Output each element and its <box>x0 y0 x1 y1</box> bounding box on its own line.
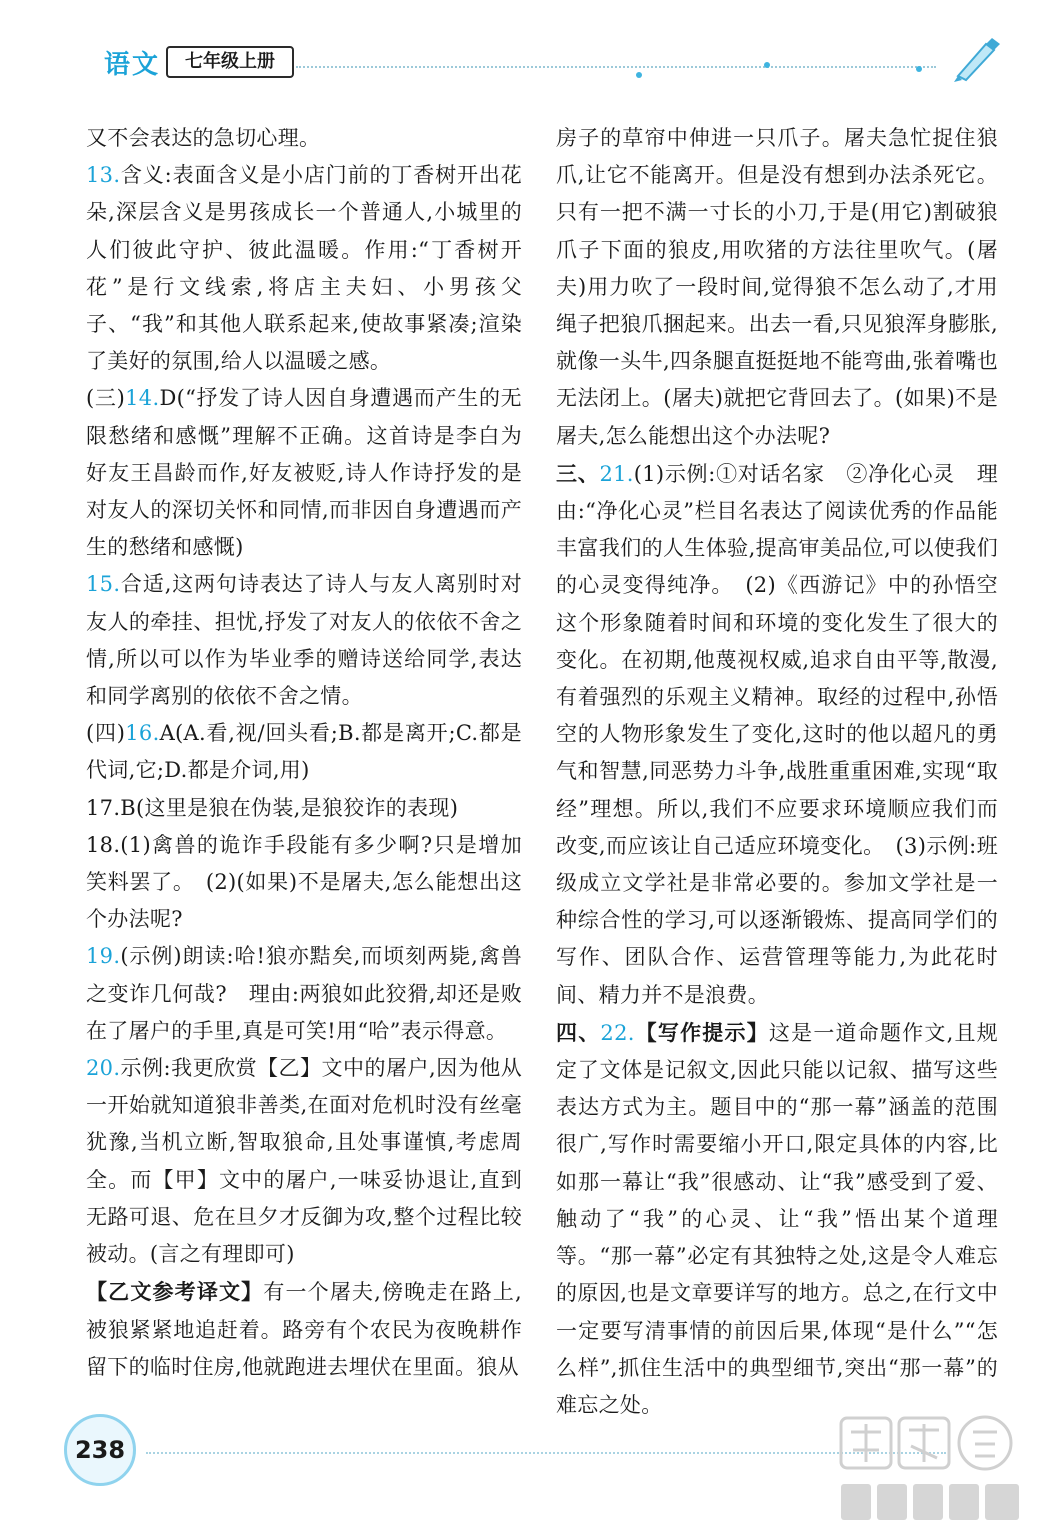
question-number: 14. <box>125 386 160 411</box>
answer-paragraph <box>86 380 522 566</box>
question-number: 19. <box>86 944 121 969</box>
page-footer <box>0 1400 1037 1536</box>
answer-text: (1)示例:①对话名家 ②净化心灵 理由:“净化心灵”栏目名表达了阅读优秀的作品能丰富我们的人生体验,提高审美品位,可以使我们的心灵变得纯净。 (2)《西游记》中的孙悟空这个形象随着时间和环境的变化发生了很大的变化。在初期,他蔑视权威,追求自由平等,散漫,有着强烈的乐观主义精神。取经的过程中,孙悟空的人物形象发生了变化,这时的他以超凡的勇气和智慧,同恶势力斗争,战胜重重困难,实现“取经”理想。所以,我们不应要求环境顺应我们而改变,而应该让自己适应环境变化。 (3)示例:班级成立文学社是非常必要的。参加文学社是一种综合性的学习,可以逐渐锻炼、提高同学们的写作、团队合作、运营管理等能力,为此花时间、精力并不是浪费。 <box>556 461 998 1007</box>
question-number: 13. <box>86 163 121 188</box>
page-number: 238 <box>64 1414 136 1486</box>
answer-text: (四) <box>86 721 126 746</box>
answer-paragraph <box>86 566 522 715</box>
page-header <box>0 0 1037 110</box>
header-dot <box>764 62 770 68</box>
answer-paragraph <box>556 455 998 1014</box>
grade-label: 七年级上册 <box>166 46 294 78</box>
answer-text: D(“抒发了诗人因自身遭遇而产生的无限愁绪和感慨”理解不正确。这首诗是李白为好友王昌龄而作,好友被贬,诗人作诗抒发的是对友人的深切关怀和同情,而非因自身遭遇而产生的愁绪和感慨) <box>86 386 522 560</box>
answer-text: (示例)朗读:哈!狼亦黠矣,而顷刻两毙,禽兽之变诈几何哉? 理由:两狼如此狡猾,却还是败在了屠户的手里,真是可笑!用“哈”表示得意。 <box>86 944 522 1043</box>
section-tag: 三、 <box>556 460 600 486</box>
section-tag: 【乙文参考译文】 <box>86 1279 264 1305</box>
answer-text: 17.B(这里是狼在伪装,是狼狡诈的表现) <box>86 795 459 820</box>
answer-paragraph <box>86 120 522 157</box>
answer-paragraph <box>86 1273 522 1386</box>
footer-divider <box>146 1452 946 1454</box>
answer-paragraph <box>86 938 522 1050</box>
section-tag: 四、 <box>556 1019 601 1045</box>
answer-text: 含义:表面含义是小店门前的丁香树开出花朵,深层含义是男孩成长一个普通人,小城里的人们彼此守护、彼此温暖。作用:“丁香树开花”是行文线索,将店主夫妇、小男孩父子、“我”和其他人联系起来,使故事紧凑;渲染了美好的氛围,给人以温暖之感。 <box>86 163 522 374</box>
answer-text: A(A.看,视/回头看;B.都是离开;C.都是代词,它;D.都是介词,用) <box>86 721 522 783</box>
question-number: 22. <box>600 1020 635 1045</box>
answer-paragraph <box>86 715 522 789</box>
answer-text: 有一个屠夫,傍晚走在路上,被狼紧紧地追赶着。路旁有个农民为夜晚耕作留下的临时住房,他就跑进去埋伏在里面。狼从 <box>86 1280 522 1379</box>
header-divider <box>296 66 936 68</box>
header-dot <box>636 72 642 78</box>
answer-text: (三) <box>86 386 126 411</box>
answer-paragraph <box>86 1050 522 1273</box>
question-number: 15. <box>86 572 121 597</box>
answer-text: 房子的草帘中伸进一只爪子。屠夫急忙捉住狼爪,让它不能离开。但是没有想到办法杀死它。只有一把不满一寸长的小刀,于是(用它)割破狼爪子下面的狼皮,用吹猪的方法往里吹气。(屠夫)用力吹了一段时间,觉得狼不怎么动了,才用绳子把狼爪捆起来。出去一看,只见狼浑身膨胀,就像一头牛,四条腿直挺挺地不能弯曲,张着嘴也无法闭上。(屠夫)就把它背回去了。(如果)不是屠夫,怎么能想出这个办法呢? <box>556 126 998 448</box>
question-number: 21. <box>599 461 634 486</box>
pen-icon <box>950 36 1002 82</box>
subject-label: 语文 <box>104 50 161 80</box>
answer-paragraph <box>556 120 998 455</box>
answer-text: 又不会表达的急切心理。 <box>86 126 321 150</box>
section-tag: 【写作提示】 <box>634 1019 769 1045</box>
answer-paragraph <box>556 1014 998 1424</box>
right-column <box>556 120 998 1424</box>
answer-text: 18.(1)禽兽的诡诈手段能有多少啊?只是增加笑料罢了。 (2)(如果)不是屠夫,怎么能想出这个办法呢? <box>86 832 522 932</box>
header-dot <box>916 66 922 72</box>
answer-paragraph <box>86 157 522 380</box>
answer-text: 合适,这两句诗表达了诗人与友人离别时对友人的牵挂、担忧,抒发了对友人的依依不舍之情,所以可以作为毕业季的赠诗送给同学,表达和同学离别的依依不舍之情。 <box>86 572 522 709</box>
question-number: 16. <box>125 721 160 746</box>
answer-paragraph <box>86 790 522 827</box>
left-column <box>86 120 522 1386</box>
question-number: 20. <box>86 1056 121 1081</box>
answer-text: 示例:我更欣赏【乙】文中的屠户,因为他从一开始就知道狼非善类,在面对危机时没有丝毫犹豫,当机立断,智取狼命,且处事谨慎,考虑周全。而【甲】文中的屠户,一味妥协退让,直到无路可退、危在旦夕才反御为攻,整个过程比较被动。(言之有理即可) <box>86 1056 522 1267</box>
answer-text: 这是一道命题作文,且规定了文体是记叙文,因此只能以记叙、描写这些表达方式为主。题目中的“那一幕”涵盖的范围很广,写作时需要缩小开口,限定具体的内容,比如那一幕让“我”很感动、让“我”感受到了爱、触动了“我”的心灵、让“我”悟出某个道理等。“那一幕”必定有其独特之处,这是令人难忘的原因,也是文章要详写的地方。总之,在行文中一定要写清事情的前因后果,体现“是什么”“怎么样”,抓住生活中的典型细节,突出“那一幕”的难忘之处。 <box>556 1020 998 1417</box>
watermark-logo <box>835 1410 1025 1530</box>
answer-paragraph <box>86 827 522 939</box>
